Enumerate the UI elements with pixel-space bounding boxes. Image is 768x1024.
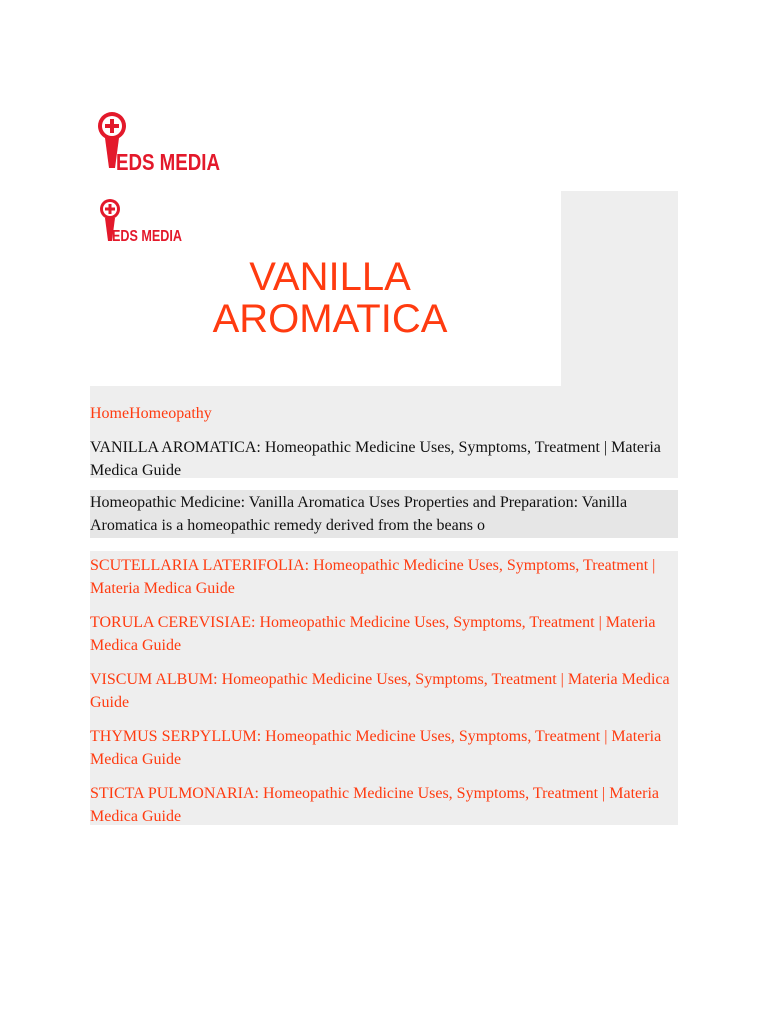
related-articles-list <box>90 554 678 839</box>
related-article-link[interactable]: VISCUM ALBUM: Homeopathic Medicine Uses, Symptoms, Treatment | Materia Medica Guide <box>90 671 670 711</box>
breadcrumb-category-link[interactable]: Homeopathy <box>129 405 212 422</box>
breadcrumb-home-link[interactable]: Home <box>90 405 130 422</box>
medical-cross-pin-icon <box>96 108 222 175</box>
site-logo[interactable] <box>96 108 222 175</box>
svg-text:EDS MEDIA: EDS MEDIA <box>116 149 220 175</box>
related-article-link[interactable]: STICTA PULMONARIA: Homeopathic Medicine Uses, Symptoms, Treatment | Materia Medica Guide <box>90 785 659 825</box>
article-title: VANILLA AROMATICA: Homeopathic Medicine Uses, Symptoms, Treatment | Materia Medica Guide <box>90 439 661 479</box>
breadcrumb <box>90 404 212 424</box>
article-excerpt: Homeopathic Medicine: Vanilla Aromatica Uses Properties and Preparation: Vanilla Aromatica is a homeopathic remedy derived from the beans o <box>90 494 628 534</box>
related-article-link[interactable]: THYMUS SERPYLLUM: Homeopathic Medicine Uses, Symptoms, Treatment | Materia Medica Guide <box>90 728 662 768</box>
svg-text:EDS MEDIA: EDS MEDIA <box>112 228 183 245</box>
related-article-link[interactable]: SCUTELLARIA LATERIFOLIA: Homeopathic Medicine Uses, Symptoms, Treatment | Materia Medica Guide <box>90 557 656 597</box>
medical-cross-pin-icon <box>99 197 185 243</box>
related-article-link[interactable]: TORULA CEREVISIAE: Homeopathic Medicine Uses, Symptoms, Treatment | Materia Medica Guide <box>90 614 656 654</box>
site-logo-small[interactable] <box>99 197 185 243</box>
page-title: VANILLA AROMATICA <box>212 255 448 341</box>
